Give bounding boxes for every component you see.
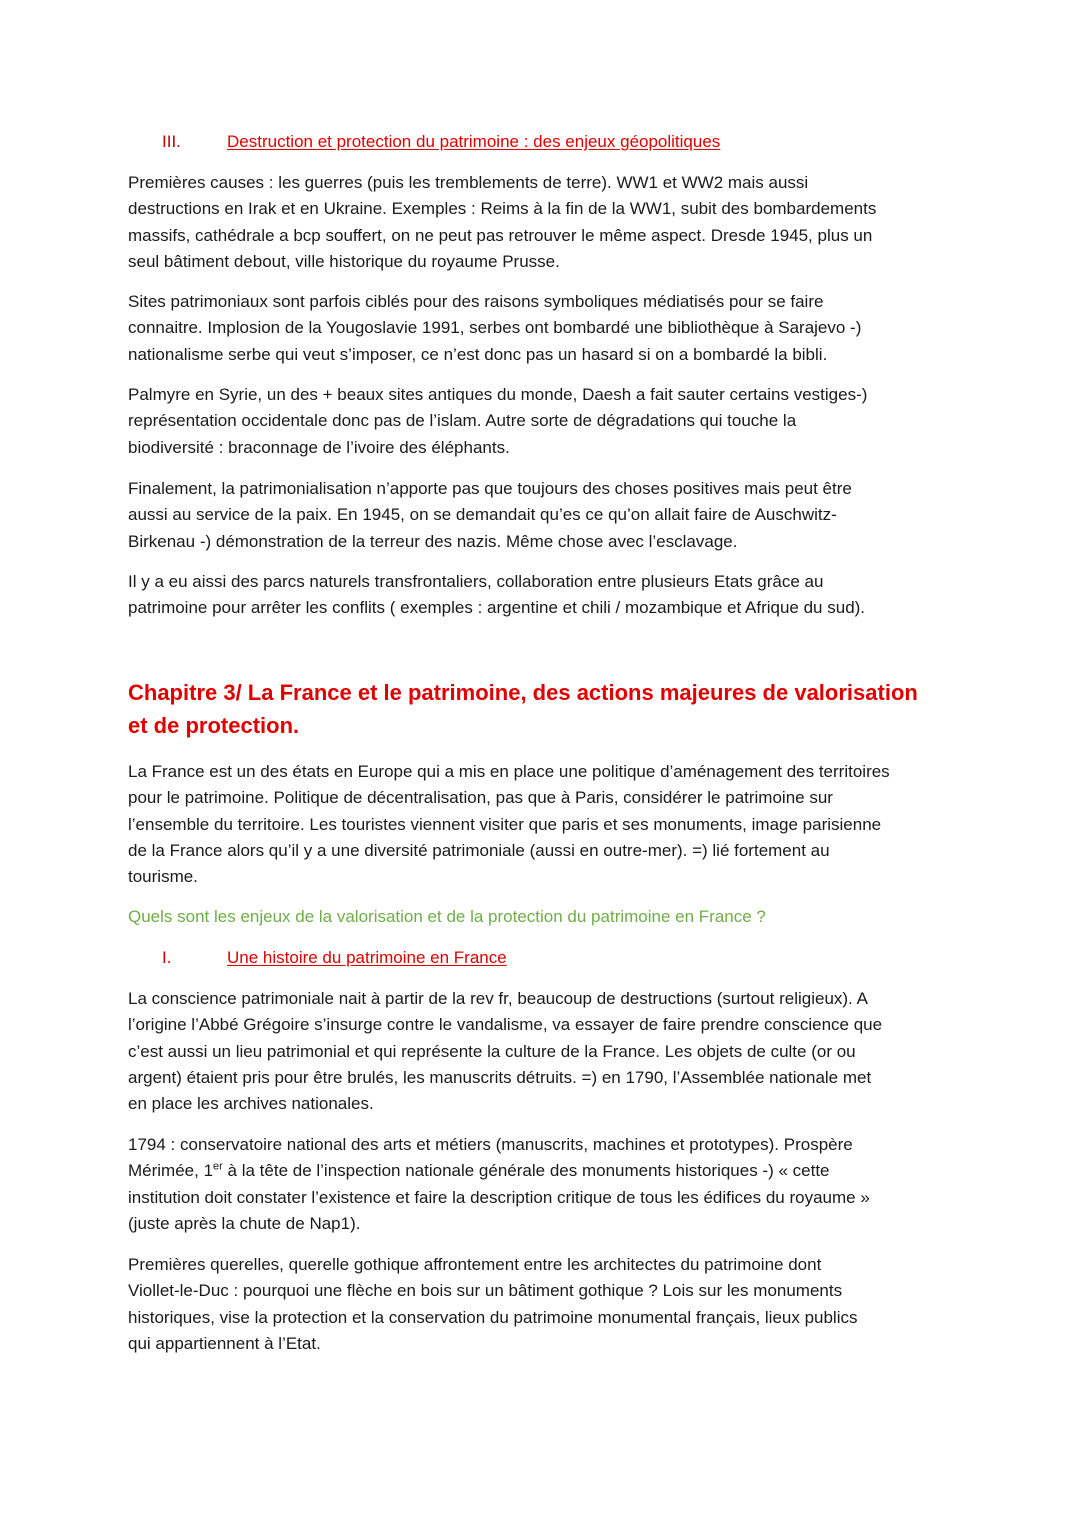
text-line: aussi au service de la paix. En 1945, on se demandait qu’es ce qu’on allait faire de Auschwitz-	[128, 505, 837, 525]
paragraph-1794	[128, 1132, 958, 1237]
text-line: La France est un des états en Europe qui a mis en place une politique d’aménagement des territoires	[128, 762, 890, 781]
text-line: 1794 : conservatoire national des arts et métiers (manuscrits, machines et prototypes). Prospère	[128, 1135, 853, 1154]
text-segment: à la tête de l’inspection nationale générale des monuments historiques -) « cette	[222, 1161, 830, 1181]
section-number: I.	[162, 948, 172, 967]
text-line: historiques, vise la protection et la conservation du patrimoine monumental français, lieux publics	[128, 1307, 858, 1327]
text-line: Finalement, la patrimonialisation n’apporte pas que toujours des choses positives mais peut être	[128, 479, 852, 498]
text-line: destructions en Irak et en Ukraine. Exemples : Reims à la fin de la WW1, subit des bombardements	[128, 199, 877, 219]
text-segment: Mérimée, 1	[128, 1161, 214, 1181]
text-line: Viollet-le-Duc : pourquoi une flèche en bois sur un bâtiment gothique ? Lois sur les monuments	[128, 1281, 843, 1301]
text-line: (juste après la chute de Nap1).	[128, 1213, 361, 1233]
text-line: de la France alors qu’il y a une diversité patrimoniale (aussi en outre-mer). =) lié fortement au	[128, 840, 830, 860]
section-title: Destruction et protection du patrimoine : des enjeux géopolitiques	[227, 132, 721, 151]
text-line: argent) étaient pris pour être brulés, les manuscrits détruits. =) en 1790, l’Assemblée nationale met	[128, 1067, 872, 1087]
paragraph-intro	[128, 759, 958, 890]
text-line	[128, 1158, 958, 1184]
paragraph-symbolic-targets	[128, 289, 958, 368]
section-number: III.	[162, 132, 181, 151]
text-line: l’origine l’Abbé Grégoire s’insurge contre le vandalisme, va essayer de faire prendre conscience que	[128, 1015, 883, 1035]
text-line: institution doit constater l’existence et faire la description critique de tous les édifices du royaume »	[128, 1187, 870, 1207]
chapter-title	[128, 676, 968, 742]
text-line: seul bâtiment debout, ville historique du royaume Prusse.	[128, 251, 560, 271]
text-line: massifs, cathédrale a bcp souffert, on ne peut pas retrouver le même aspect. Dresde 1945, plus un	[128, 225, 873, 245]
section-heading-3	[162, 131, 720, 153]
text-line: La conscience patrimoniale nait à partir de la rev fr, beaucoup de destructions (surtout religieux). A	[128, 989, 868, 1008]
section-heading-1	[162, 947, 507, 969]
text-line: patrimoine pour arrêter les conflits ( exemples : argentine et chili / mozambique et Afrique du sud).	[128, 598, 866, 618]
text-line: tourisme.	[128, 867, 198, 887]
text-line: Sites patrimoniaux sont parfois ciblés pour des raisons symboliques médiatisés pour se faire	[128, 292, 824, 311]
text-line: Premières querelles, querelle gothique affrontement entre les architectes du patrimoine dont	[128, 1255, 822, 1274]
text-line: l’ensemble du territoire. Les touristes viennent visiter que paris et ses monuments, image parisienne	[128, 814, 882, 834]
paragraph-palmyre	[128, 382, 958, 461]
section-title: Une histoire du patrimoine en France	[227, 948, 507, 967]
text-line: Palmyre en Syrie, un des + beaux sites antiques du monde, Daesh a fait sauter certains vestiges-)	[128, 385, 868, 404]
text-line: nationalisme serbe qui veut s’imposer, ce n’est donc pas un hasard si on a bombardé la bibli.	[128, 344, 828, 364]
text-line: c’est aussi un lieu patrimonial et qui représente la culture de la France. Les objets de culte (or ou	[128, 1041, 856, 1061]
text-line: pour le patrimoine. Politique de décentralisation, pas que à Paris, considérer le patrimoine sur	[128, 788, 833, 808]
text-line: représentation occidentale donc pas de l’islam. Autre sorte de dégradations qui touche la	[128, 411, 797, 431]
text-line: connaitre. Implosion de la Yougoslavie 1991, serbes ont bombardé une bibliothèque à Sarajevo -)	[128, 318, 862, 338]
paragraph-transborder-parks	[128, 569, 958, 622]
text-line: qui appartiennent à l’Etat.	[128, 1333, 321, 1353]
chapter-title-line: et de protection.	[128, 713, 300, 738]
paragraph-war-causes	[128, 170, 958, 275]
paragraph-peace	[128, 476, 958, 555]
paragraph-querelles	[128, 1252, 958, 1357]
text-line: Birkenau -) démonstration de la terreur des nazis. Même chose avec l’esclavage.	[128, 531, 738, 551]
text-line: biodiversité : braconnage de l’ivoire des éléphants.	[128, 437, 510, 457]
chapter-title-line: Chapitre 3/ La France et le patrimoine, des actions majeures de valorisation	[128, 680, 918, 705]
problem-question: Quels sont les enjeux de la valorisation et de la protection du patrimoine en France ?	[128, 907, 766, 926]
text-line: en place les archives nationales.	[128, 1094, 374, 1114]
text-line: Premières causes : les guerres (puis les tremblements de terre). WW1 et WW2 mais aussi	[128, 173, 809, 192]
paragraph-revolution	[128, 986, 958, 1117]
superscript: er	[213, 1160, 223, 1173]
text-line: Il y a eu aissi des parcs naturels transfrontaliers, collaboration entre plusieurs Etats grâce au	[128, 572, 824, 591]
